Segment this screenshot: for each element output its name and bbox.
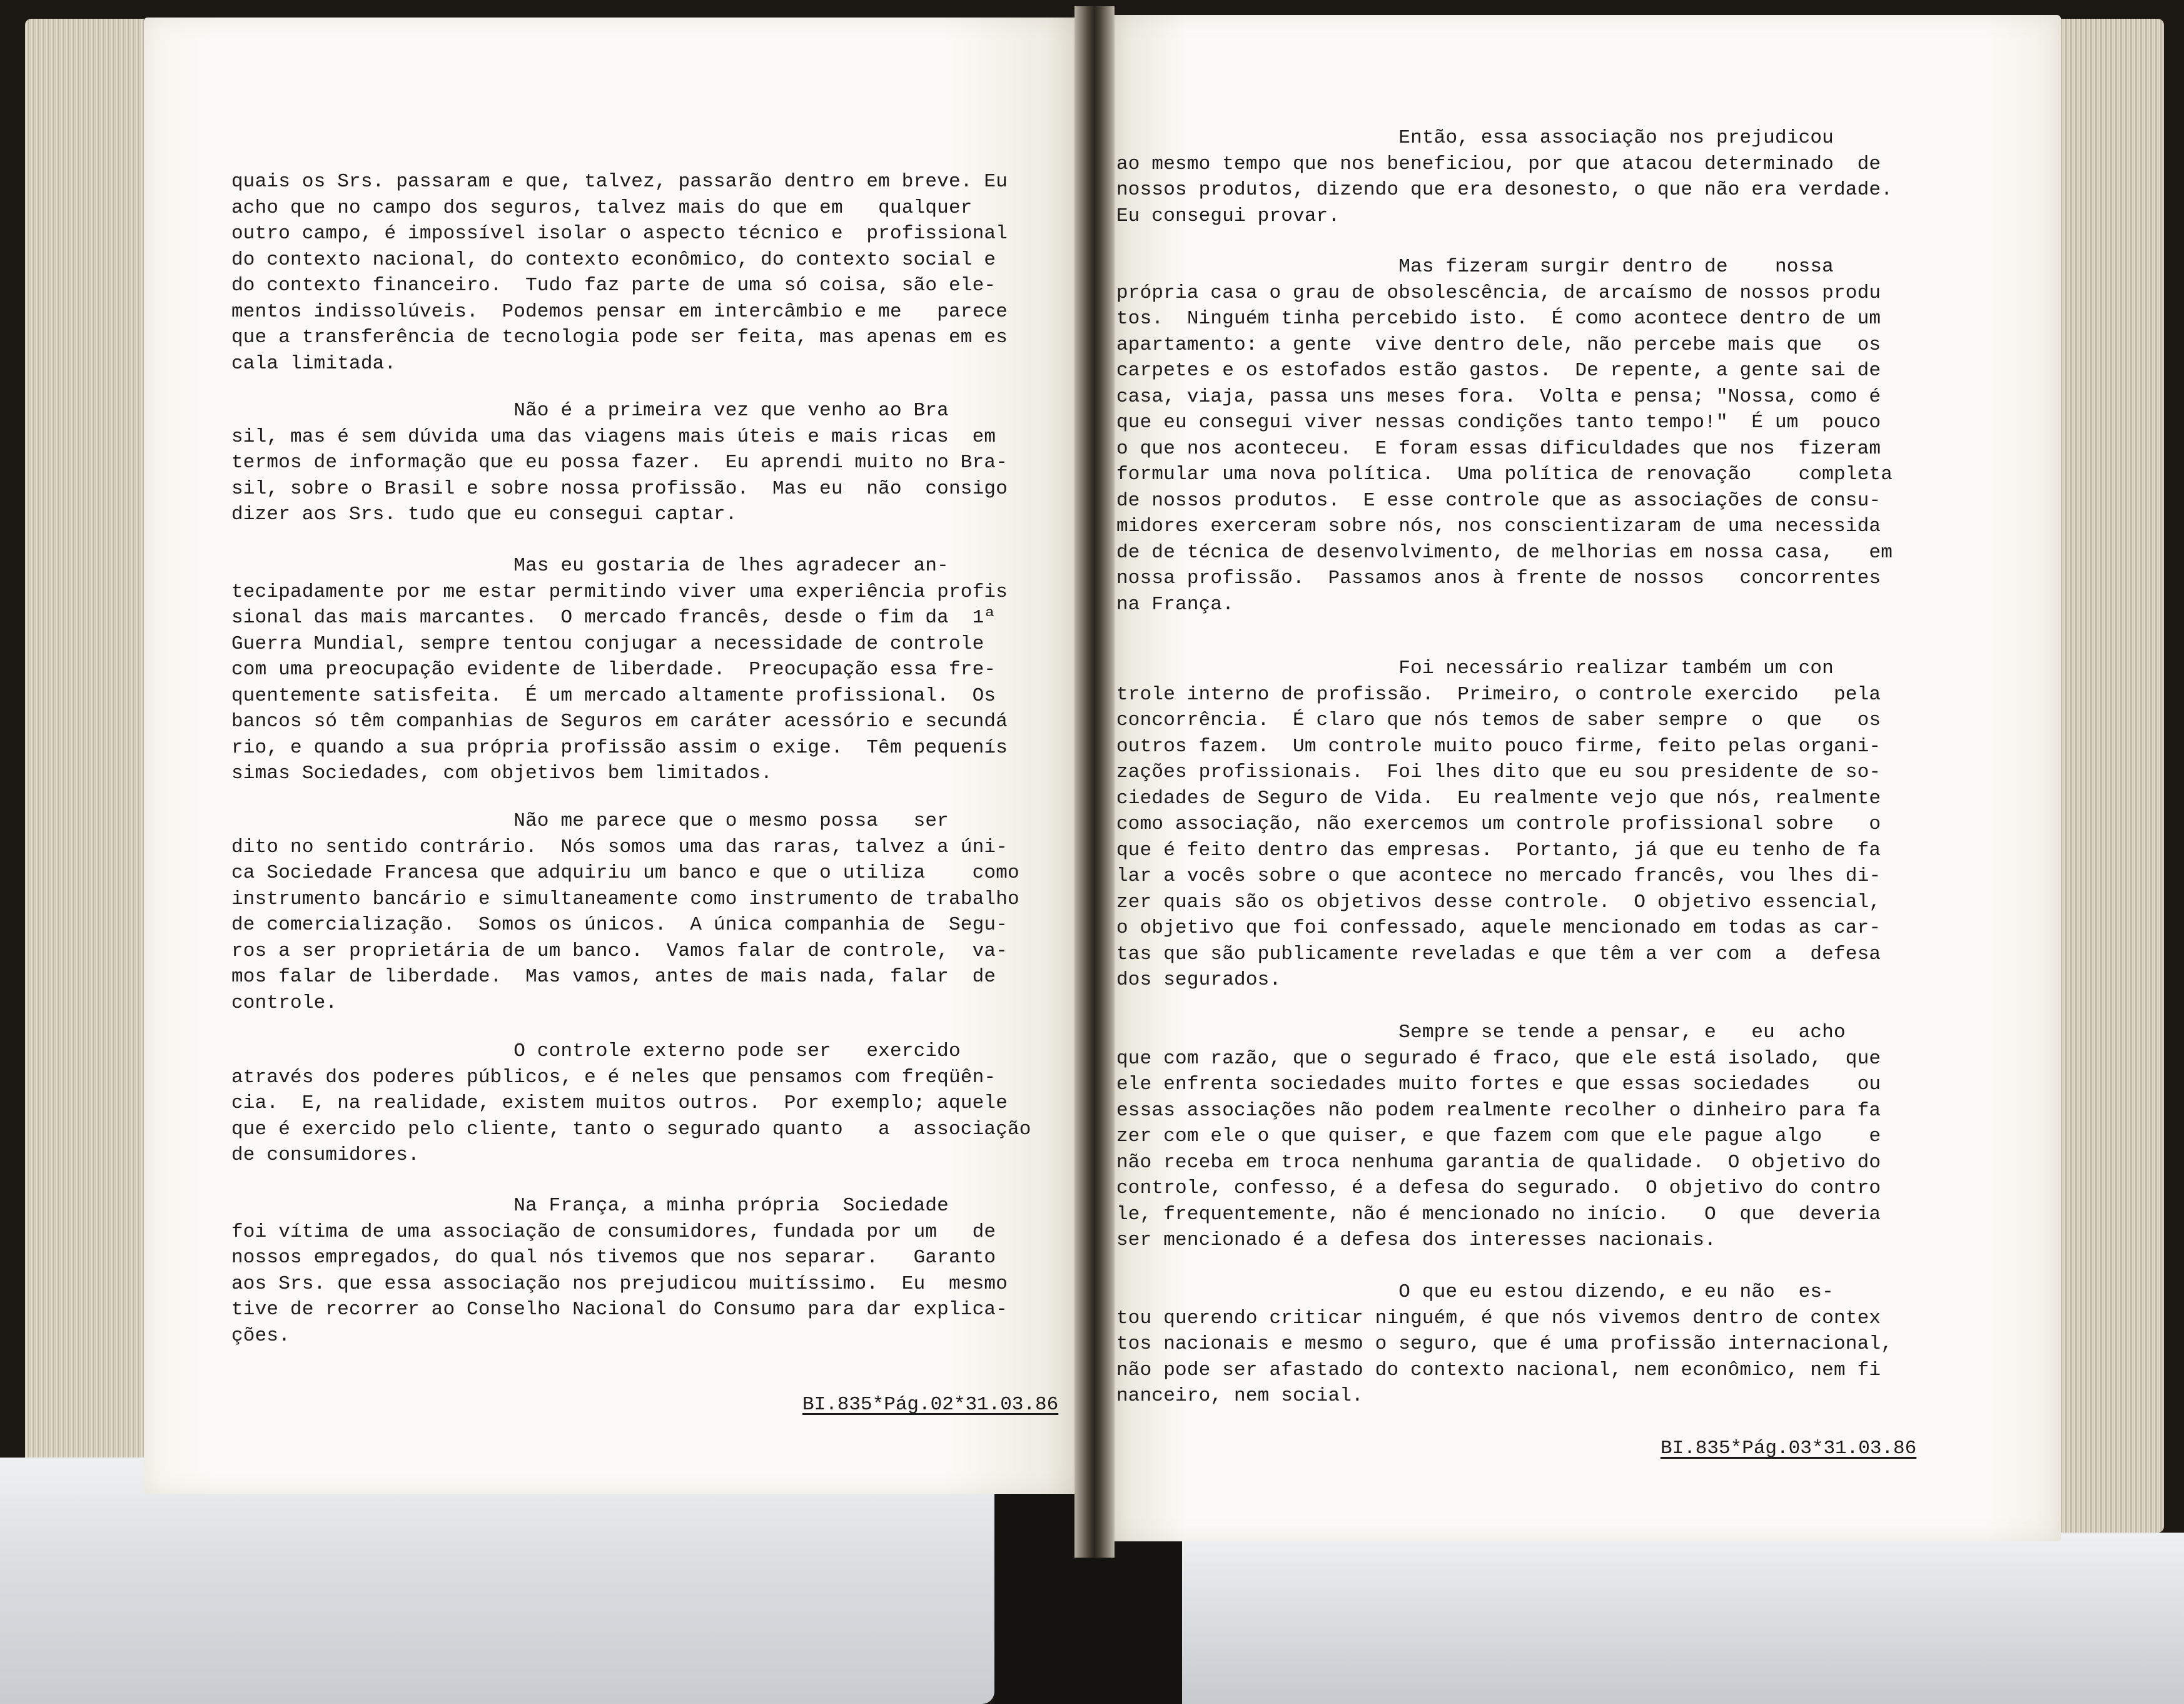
text-line: essas associações não podem realmente recolher o dinheiro para fa <box>1116 1099 1881 1122</box>
text-line: controle, confesso, é a defesa do segurado. O objetivo do contro <box>1116 1177 1881 1199</box>
text-line: tecipadamente por me estar permitindo viver uma experiência profis <box>231 581 1008 603</box>
text-line: Foi necessário realizar também um con <box>1116 657 1834 679</box>
text-line: rio, e quando a sua própria profissão assim o exige. Têm pequenís <box>231 736 1008 759</box>
text-line: de nossos produtos. E esse controle que as associações de consu- <box>1116 489 1881 512</box>
left-page-paragraph-3 <box>231 553 1057 787</box>
text-line: midores exerceram sobre nós, nos conscientizaram de uma necessida <box>1116 515 1881 537</box>
text-line: Guerra Mundial, sempre tentou conjugar a necessidade de controle <box>231 632 984 655</box>
text-line: sional das mais marcantes. O mercado francês, desde o fim da 1ª <box>231 607 996 629</box>
text-line: ca Sociedade Francesa que adquiriu um banco e que o utiliza como <box>231 862 1019 884</box>
text-line: foi vítima de uma associação de consumidores, fundada por um de <box>231 1220 996 1243</box>
text-line: de consumidores. <box>231 1144 420 1166</box>
left-page-footer: BI.835*Pág.02*31.03.86 <box>802 1394 1059 1416</box>
text-line: tos nacionais e mesmo o seguro, que é uma profissão internacional, <box>1116 1333 1893 1355</box>
text-line: Não me parece que o mesmo possa ser <box>231 810 949 832</box>
text-line: Eu consegui provar. <box>1116 205 1340 227</box>
text-line: nossos empregados, do qual nós tivemos que nos separar. Garanto <box>231 1247 996 1269</box>
text-line: cia. E, na realidade, existem muitos outros. Por exemplo; aquele <box>231 1092 1008 1114</box>
text-line: não pode ser afastado do contexto nacional, nem econômico, nem fi <box>1116 1359 1881 1381</box>
text-line: ser mencionado é a defesa dos interesses nacionais. <box>1116 1229 1716 1251</box>
text-line: trole interno de profissão. Primeiro, o controle exercido pela <box>1116 683 1881 706</box>
text-line: Mas eu gostaria de lhes agradecer an- <box>231 555 949 577</box>
text-line: que a transferência de tecnologia pode ser feita, mas apenas em es <box>231 327 1008 348</box>
text-line: ciedades de Seguro de Vida. Eu realmente vejo que nós, realmente <box>1116 787 1881 809</box>
text-line: dizer aos Srs. tudo que eu consegui captar. <box>231 504 737 525</box>
text-line: de comercialização. Somos os únicos. A única companhia de Segu- <box>231 914 1008 936</box>
text-line: apartamento: a gente vive dentro dele, não percebe mais que os <box>1116 333 1881 356</box>
text-line: formular uma nova política. Uma política de renovação completa <box>1116 464 1893 485</box>
text-line: Mas fizeram surgir dentro de nossa <box>1116 256 1834 278</box>
text-line: nanceiro, nem social. <box>1116 1385 1363 1407</box>
text-line: na França. <box>1116 593 1235 616</box>
text-line: tou querendo criticar ninguém, é que nós vivemos dentro de contex <box>1116 1307 1881 1329</box>
text-line: como associação, não exercemos um controle profissional sobre o <box>1116 813 1881 835</box>
text-line: O controle externo pode ser exercido <box>231 1040 961 1062</box>
text-line: tos. Ninguém tinha percebido isto. É como acontece dentro de um <box>1116 308 1881 330</box>
text-line: simas Sociedades, com objetivos bem limitados. <box>231 763 772 784</box>
text-line: do contexto financeiro. Tudo faz parte de uma só coisa, são ele- <box>231 275 996 297</box>
text-line: com uma preocupação evidente de liberdade. Preocupação essa fre- <box>231 659 996 681</box>
text-line: Na França, a minha própria Sociedade <box>231 1195 949 1217</box>
text-line: tive de recorrer ao Conselho Nacional do Consumo para dar explica- <box>231 1299 1008 1321</box>
text-line: própria casa o grau de obsolescência, de arcaísmo de nossos produ <box>1116 281 1881 304</box>
text-line: outros fazem. Um controle muito pouco firme, feito pelas organi- <box>1116 735 1881 758</box>
text-line: lar a vocês sobre o que acontece no mercado francês, vou lhes di- <box>1116 865 1881 887</box>
text-line: nossa profissão. Passamos anos à frente de nossos concorrentes <box>1116 567 1881 589</box>
text-line: do contexto nacional, do contexto econômico, do contexto social e <box>231 248 996 271</box>
text-line: sil, mas é sem dúvida uma das viagens mais úteis e mais ricas em <box>231 425 996 448</box>
text-line: Então, essa associação nos prejudicou <box>1116 127 1834 149</box>
text-line: concorrência. É claro que nós temos de saber sempre o que os <box>1116 709 1881 731</box>
text-line: controle. <box>231 991 338 1014</box>
text-line: o que nos aconteceu. E foram essas dificuldades que nos fizeram <box>1116 437 1881 460</box>
text-line: le, frequentemente, não é mencionado no início. O que deveria <box>1116 1203 1881 1225</box>
right-page-footer: BI.835*Pág.03*31.03.86 <box>1661 1438 1917 1459</box>
text-line: Sempre se tende a pensar, e eu acho <box>1116 1022 1846 1043</box>
text-line: ros a ser proprietária de um banco. Vamos falar de controle, va- <box>231 940 1008 962</box>
right-cover-corner <box>1182 1533 2184 1704</box>
text-line: zer com ele o que quiser, e que fazem com que ele pague algo e <box>1116 1125 1881 1147</box>
text-line: cala limitada. <box>231 352 397 375</box>
text-line: que com razão, que o segurado é fraco, que ele está isolado, que <box>1116 1047 1881 1070</box>
text-line: acho que no campo dos seguros, talvez mais do que em qualquer <box>231 196 973 219</box>
right-page-paragraph-5 <box>1116 1279 1951 1409</box>
left-page-paragraph-6 <box>231 1193 1057 1349</box>
text-line: zações profissionais. Foi lhes dito que eu sou presidente de so- <box>1116 761 1881 783</box>
left-page-paragraph-5 <box>231 1038 1057 1169</box>
text-line: dito no sentido contrário. Nós somos uma das raras, talvez a úni- <box>231 836 1008 858</box>
text-line: O que eu estou dizendo, e eu não es- <box>1116 1281 1834 1303</box>
right-page-paragraph-4 <box>1116 1020 1951 1254</box>
right-page-paragraph-3 <box>1116 656 1951 993</box>
left-page-paragraph-1 <box>231 169 1057 377</box>
text-line: bancos só têm companhias de Seguros em caráter acessório e secundá <box>231 711 1008 733</box>
text-line: nossos produtos, dizendo que era desonesto, o que não era verdade. <box>1116 179 1893 201</box>
left-cover-corner <box>0 1458 994 1704</box>
text-line: ções. <box>231 1324 291 1347</box>
text-line: quentemente satisfeita. É um mercado altamente profissional. Os <box>231 684 996 707</box>
text-line: zer quais são os objetivos desse controle. O objetivo essencial, <box>1116 891 1881 913</box>
text-line: Não é a primeira vez que venho ao Bra <box>231 400 949 422</box>
text-line: casa, viaja, passa uns meses fora. Volta e pensa; "Nossa, como é <box>1116 385 1881 408</box>
text-line: através dos poderes públicos, e é neles que pensamos com freqüên- <box>231 1066 996 1088</box>
text-line: mentos indissolúveis. Podemos pensar em intercâmbio e me parece <box>231 300 1008 323</box>
text-line: aos Srs. que essa associação nos prejudicou muitíssimo. Eu mesmo <box>231 1272 1008 1295</box>
left-page-stack-edge <box>25 19 144 1495</box>
text-line: mos falar de liberdade. Mas vamos, antes de mais nada, falar de <box>231 966 996 988</box>
text-line: dos segurados. <box>1116 969 1282 991</box>
text-line: o objetivo que foi confessado, aquele mencionado em todas as car- <box>1116 917 1881 939</box>
text-line: que é feito dentro das empresas. Portanto, já que eu tenho de fa <box>1116 839 1881 861</box>
text-line: quais os Srs. passaram e que, talvez, passarão dentro em breve. Eu <box>231 171 1008 193</box>
text-line: outro campo, é impossível isolar o aspecto técnico e profissional <box>231 223 1008 245</box>
text-line: de de técnica de desenvolvimento, de melhorias em nossa casa, em <box>1116 541 1893 564</box>
text-line: carpetes e os estofados estão gastos. De repente, a gente sai de <box>1116 360 1881 382</box>
text-line: que eu consegui viver nessas condições tanto tempo!" É um pouco <box>1116 412 1881 434</box>
right-page-paragraph-2 <box>1116 254 1951 617</box>
text-line: ele enfrenta sociedades muito fortes e que essas sociedades ou <box>1116 1073 1881 1095</box>
right-page-stack-edge <box>2058 19 2164 1533</box>
text-line: não receba em troca nenhuma garantia de qualidade. O objetivo do <box>1116 1151 1881 1174</box>
book-gutter <box>1074 6 1115 1558</box>
text-line: ao mesmo tempo que nos beneficiou, por que atacou determinado de <box>1116 153 1881 175</box>
text-line: termos de informação que eu possa fazer. Eu aprendi muito no Bra- <box>231 452 1008 474</box>
text-line: sil, sobre o Brasil e sobre nossa profissão. Mas eu não consigo <box>231 477 1008 500</box>
text-line: instrumento bancário e simultaneamente como instrumento de trabalho <box>231 888 1019 910</box>
left-page-paragraph-4 <box>231 808 1057 1016</box>
text-line: tas que são publicamente reveladas e que têm a ver com a defesa <box>1116 943 1881 965</box>
right-page-paragraph-1 <box>1116 125 1951 229</box>
left-page-paragraph-2 <box>231 398 1057 528</box>
text-line: que é exercido pelo cliente, tanto o segurado quanto a associação <box>231 1118 1031 1140</box>
